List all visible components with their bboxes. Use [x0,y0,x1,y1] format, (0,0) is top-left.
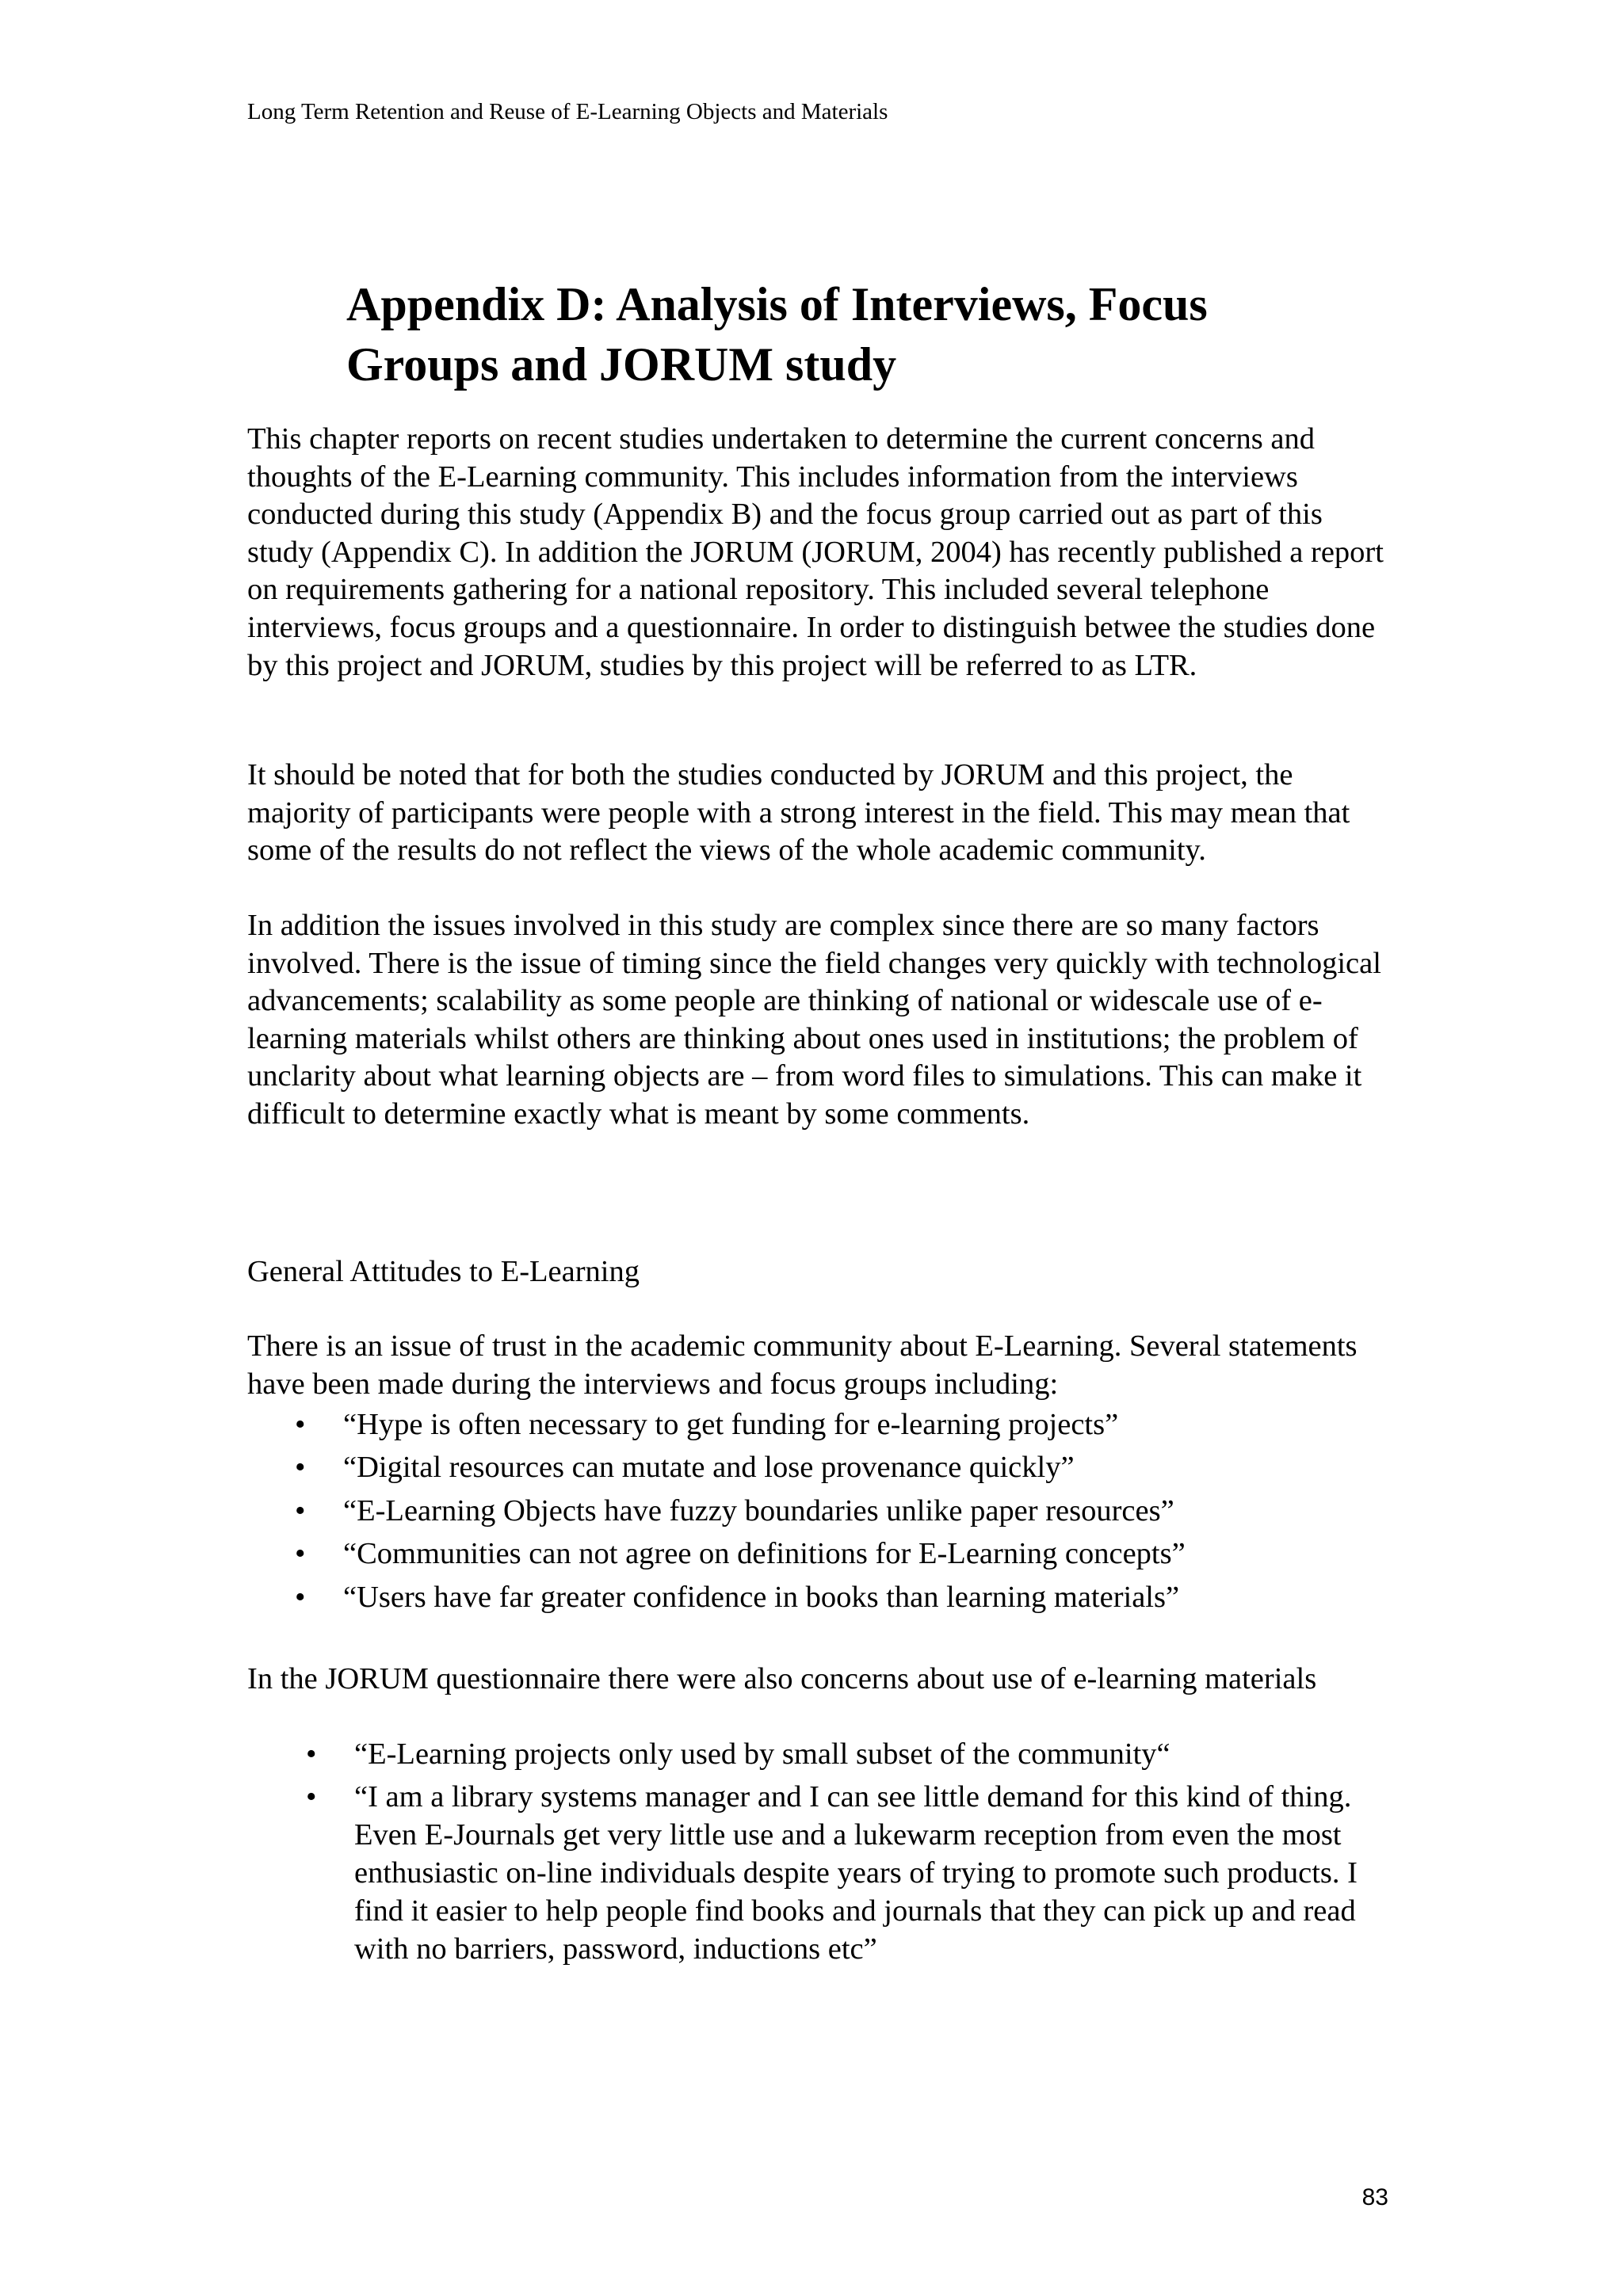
bullet-icon: • [295,1580,306,1614]
list-item [295,1489,1404,1532]
interview-statements-list [295,1403,1404,1619]
intro-paragraph: This chapter reports on recent studies undertaken to determine the current concerns and thoughts of the E-Learning community. This includes information from the interviews conducted during this study (Appendix B) and the focus group carried out as part of this study (Appendix C). In addition the JORUM (JORUM, 2004) has recently published a report on requirements gathering for a national repository. This included several telephone interviews, focus groups and a questionnaire. In order to distinguish betwee the studies done by this project and JORUM, studies by this project will be referred to as LTR. [247,422,1384,682]
list-item-text: “Hype is often necessary to get funding for e-learning projects” [343,1408,1119,1441]
jorum-intro-paragraph: In the JORUM questionnaire there were also concerns about use of e-learning materials [247,1662,1317,1695]
page-number: 83 [1361,2184,1388,2210]
list-item-text: “E-Learning projects only used by small subset of the community“ [354,1737,1170,1771]
list-item-text: “Communities can not agree on definitions for E-Learning concepts” [343,1537,1186,1571]
list-item [295,1403,1404,1446]
list-item [295,1446,1404,1489]
chapter-title [346,274,1392,395]
bullet-icon: • [306,1737,317,1771]
bullet-icon: • [306,1780,317,1814]
bullet-icon: • [295,1537,306,1571]
bullet-icon: • [295,1451,306,1485]
list-item-text: “I am a library systems manager and I can see little demand for this kind of thing. Even E-Journals get very little use and a lukewarm reception from even the most enthusiastic on-line individuals despite years of trying to promote such products. I find it easier to help people find books and journals that they can pick up and read with no barriers, password, inductions etc” [354,1780,1358,1966]
jorum-statements-list [306,1735,1400,1973]
list-item-text: “Users have far greater confidence in books than learning materials” [343,1580,1180,1614]
list-item [306,1735,1400,1773]
trust-intro-paragraph: There is an issue of trust in the academic community about E-Learning. Several statements have been made during the interviews and focus groups including: [247,1329,1358,1401]
list-item [306,1778,1400,1968]
list-item-text: “E-Learning Objects have fuzzy boundaries unlike paper resources” [343,1493,1174,1527]
running-header: Long Term Retention and Reuse of E-Learning Objects and Materials [247,99,888,124]
list-item-text: “Digital resources can mutate and lose provenance quickly” [343,1451,1075,1485]
chapter-title-line-2: Groups and JORUM study [346,338,897,391]
section-heading: General Attitudes to E-Learning [247,1255,640,1288]
bullet-icon: • [295,1493,306,1527]
participants-note-paragraph: It should be noted that for both the studies conducted by JORUM and this project, the majority of participants were people with a strong interest in the field. This may mean that some of the results do not reflect the views of the whole academic community. [247,758,1350,868]
list-item [295,1532,1404,1575]
list-item [295,1576,1404,1619]
bullet-icon: • [295,1408,306,1441]
complexity-paragraph: In addition the issues involved in this study are complex since there are so many factors involved. There is the issue of timing since the field changes very quickly with technological advancements; scalability as some people are thinking of national or widescale use of e-learning materials whilst others are thinking about ones used in institutions; the problem of unclarity about what learning objects are – from word files to simulations. This can make it difficult to determine exactly what is meant by some comments. [247,909,1381,1131]
chapter-title-line-1: Appendix D: Analysis of Interviews, Focus [346,278,1208,330]
